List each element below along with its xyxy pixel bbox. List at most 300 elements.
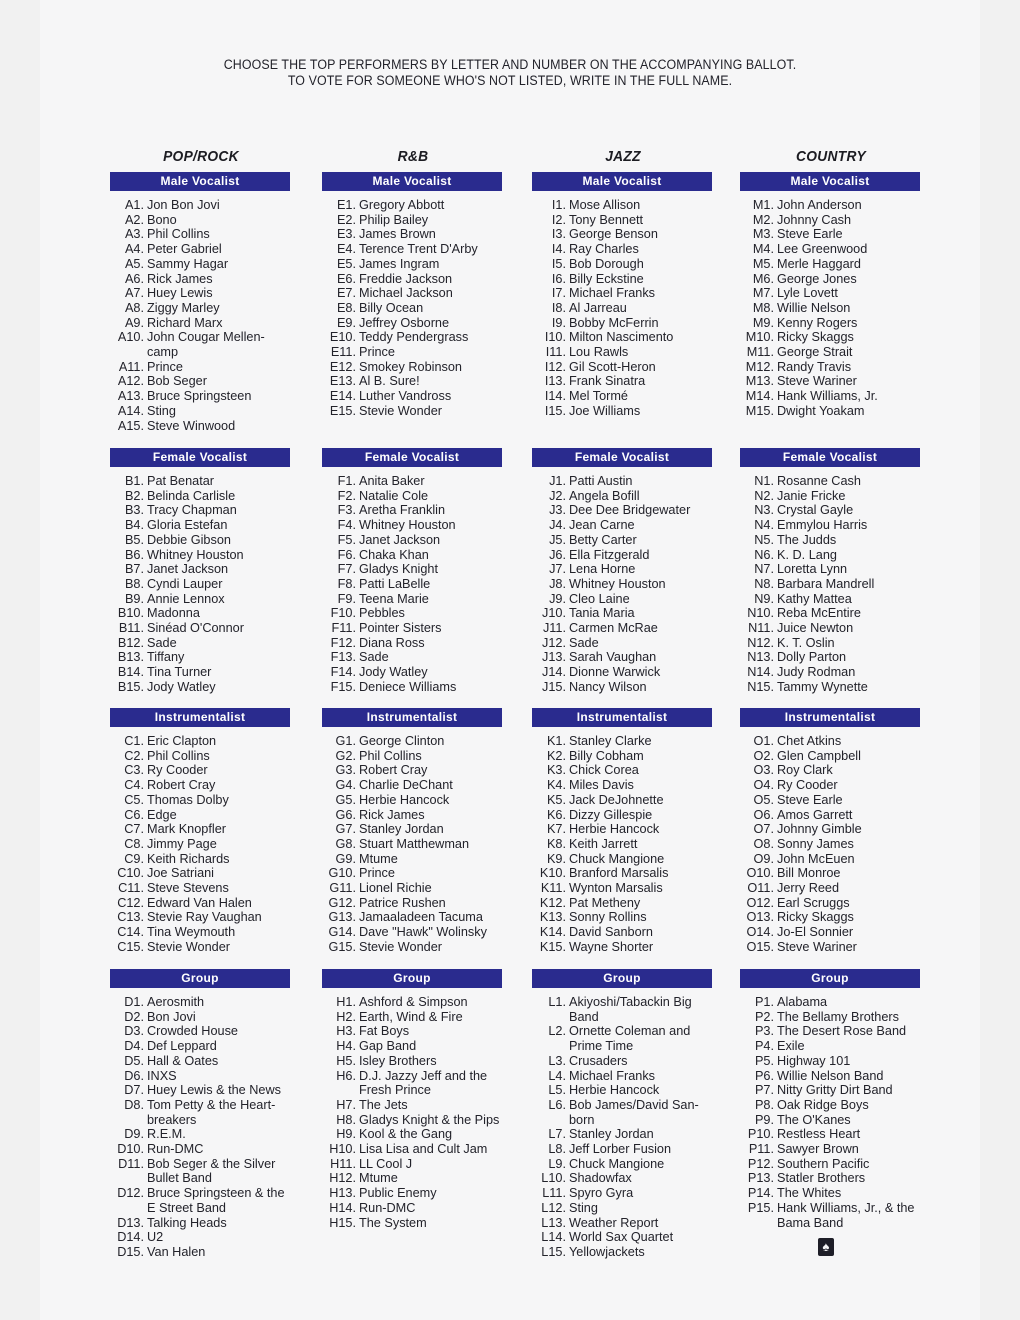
nominee-name: Steve Wariner xyxy=(777,939,857,954)
nominee-entry xyxy=(110,419,292,434)
nominee-code: O6. xyxy=(753,807,774,822)
nominee-name: Herbie Hancock xyxy=(569,822,660,837)
nominee-name: Janie Fricke xyxy=(777,488,846,503)
section-group xyxy=(740,969,922,1230)
nominee-code: F6. xyxy=(337,547,356,562)
nominee-name: K. D. Lang xyxy=(777,547,837,562)
nominee-name: Ry Cooder xyxy=(777,778,838,793)
nominee-code: K10. xyxy=(539,866,566,881)
nominee-name: Dolly Parton xyxy=(777,650,847,665)
nominee-code: P12. xyxy=(747,1156,774,1171)
nominee-entry xyxy=(110,213,292,228)
nominee-entry xyxy=(740,808,922,823)
nominee-code: O10. xyxy=(746,866,774,881)
nominee-code: G3. xyxy=(335,763,356,778)
nominee-entry xyxy=(532,925,714,940)
nominee-entry xyxy=(110,548,292,563)
nominee-code: P15. xyxy=(747,1200,774,1215)
nominee-entry xyxy=(532,503,714,518)
nominee-code: L11. xyxy=(542,1186,566,1201)
nominee-code: A4. xyxy=(124,242,144,257)
nominee-code: M6. xyxy=(752,271,774,286)
nominee-code: N13. xyxy=(747,650,774,665)
nominee-entry xyxy=(110,286,292,301)
nominee-entry xyxy=(110,198,292,213)
section-male-vocalist xyxy=(532,172,714,419)
nominee-name: Dee Dee Bridgewater xyxy=(569,503,691,518)
nominee-entry xyxy=(532,808,714,823)
nominee-entry xyxy=(322,1010,504,1025)
nominee-code: D9. xyxy=(124,1127,144,1142)
nominee-list xyxy=(322,474,504,695)
nominee-name: George Benson xyxy=(569,227,658,242)
section-header: Group xyxy=(740,969,920,988)
nominee-code: A11. xyxy=(118,359,144,374)
nominee-name: Sammy Hagar xyxy=(147,256,229,271)
nominee-code: C11. xyxy=(118,881,144,896)
nominee-entry xyxy=(532,680,714,695)
nominee-name: Gladys Knight xyxy=(359,562,438,577)
nominee-entry xyxy=(110,474,292,489)
nominee-entry xyxy=(110,763,292,778)
nominee-list xyxy=(740,474,922,695)
nominee-name: Angela Bofill xyxy=(569,488,640,503)
nominee-code: P3. xyxy=(754,1024,774,1039)
nominee-code: I10. xyxy=(544,330,566,345)
nominee-name: Stevie Wonder xyxy=(359,939,442,954)
nominee-code: A9. xyxy=(124,315,144,330)
nominee-entry xyxy=(740,1054,922,1069)
nominee-code: J5. xyxy=(549,532,566,547)
nominee-code: B8. xyxy=(124,576,144,591)
nominee-name: Robert Cray xyxy=(359,763,428,778)
nominee-entry xyxy=(110,503,292,518)
nominee-entry xyxy=(740,778,922,793)
nominee-code: K1. xyxy=(546,734,566,748)
nominee-entry xyxy=(322,548,504,563)
nominee-name: George Clinton xyxy=(359,734,445,748)
nominee-name: Crowded House xyxy=(147,1024,238,1039)
nominee-name: Sade xyxy=(359,650,389,665)
nominee-entry xyxy=(322,242,504,257)
nominee-entry xyxy=(532,213,714,228)
nominee-name: Emmylou Harris xyxy=(777,518,868,533)
nominee-name: Jamaaladeen Tacuma xyxy=(359,910,483,925)
nominee-name: Belinda Carlisle xyxy=(147,488,236,503)
nominee-code: C2. xyxy=(124,748,144,763)
column-jazz xyxy=(532,146,714,1259)
nominee-name: Earl Scruggs xyxy=(777,895,850,910)
nominee-code: O5. xyxy=(753,792,774,807)
nominee-entry xyxy=(322,995,504,1010)
nominee-name: Fat Boys xyxy=(359,1024,410,1039)
nominee-name: Dwight Yoakam xyxy=(777,403,865,418)
nominee-entry xyxy=(322,763,504,778)
nominee-list xyxy=(532,198,714,419)
nominee-name: Herbie Hancock xyxy=(359,792,450,807)
nominee-code: A2. xyxy=(124,212,144,227)
nominee-list xyxy=(532,474,714,695)
nominee-name: Crusaders xyxy=(569,1053,628,1068)
nominee-name: Oak Ridge Boys xyxy=(777,1097,869,1112)
nominee-entry xyxy=(740,763,922,778)
nominee-name: Steve Earle xyxy=(777,227,843,242)
nominee-code: B14. xyxy=(117,665,144,680)
nominee-code: E3. xyxy=(336,227,356,242)
nominee-entry xyxy=(322,621,504,636)
section-group xyxy=(110,969,292,1260)
nominee-entry xyxy=(740,896,922,911)
nominee-code: H4. xyxy=(336,1039,356,1054)
nominee-entry xyxy=(532,345,714,360)
nominee-name: Randy Travis xyxy=(777,359,852,374)
nominee-name: Tracy Chapman xyxy=(147,503,237,518)
nominee-name: Jody Watley xyxy=(359,665,428,680)
nominee-entry xyxy=(532,227,714,242)
nominee-name: Gregory Abbott xyxy=(359,198,445,212)
nominee-code: L6. xyxy=(548,1097,566,1112)
nominee-code: E4. xyxy=(336,242,356,257)
nominee-name: Rosanne Cash xyxy=(777,474,861,488)
nominee-entry xyxy=(532,852,714,867)
nominee-code: O8. xyxy=(753,836,774,851)
nominee-name: Tina Weymouth xyxy=(147,925,236,940)
nominee-code: M2. xyxy=(752,212,774,227)
nominee-name: Lena Horne xyxy=(569,562,636,577)
nominee-code: N9. xyxy=(754,591,774,606)
nominee-name: Smokey Robinson xyxy=(359,359,462,374)
nominee-name: Bill Monroe xyxy=(777,866,841,881)
nominee-entry xyxy=(322,1216,504,1231)
nominee-entry xyxy=(322,1039,504,1054)
nominee-name: Al Jarreau xyxy=(569,300,627,315)
nominee-name: Nitty Gritty Dirt Band xyxy=(777,1083,893,1098)
nominee-list xyxy=(740,995,922,1230)
nominee-name: Natalie Cole xyxy=(359,488,429,503)
nominee-name: Lionel Richie xyxy=(359,881,432,896)
nominee-name: Stanley Jordan xyxy=(359,822,444,837)
nominee-name: Restless Heart xyxy=(777,1127,861,1142)
nominee-entry xyxy=(740,577,922,592)
nominee-name: The Bellamy Brothers xyxy=(777,1009,899,1024)
nominee-name: John Cougar Mellen-camp xyxy=(147,330,265,360)
nominee-name: Merle Haggard xyxy=(777,256,861,271)
nominee-entry xyxy=(110,360,292,375)
nominee-code: J10. xyxy=(542,606,566,621)
section-header: Female Vocalist xyxy=(740,448,920,467)
nominee-entry xyxy=(532,489,714,504)
nominee-entry xyxy=(110,808,292,823)
nominee-name: Tania Maria xyxy=(569,606,635,621)
nominee-name: Yellowjackets xyxy=(569,1244,645,1259)
nominee-code: L9. xyxy=(548,1156,566,1171)
nominee-entry xyxy=(322,213,504,228)
nominee-code: A5. xyxy=(124,256,144,271)
nominee-code: M5. xyxy=(752,256,774,271)
nominee-entry xyxy=(740,198,922,213)
nominee-entry xyxy=(740,330,922,345)
nominee-entry xyxy=(110,822,292,837)
nominee-name: Prince xyxy=(147,359,183,374)
nominee-code: J3. xyxy=(549,503,566,518)
nominee-entry xyxy=(322,404,504,419)
nominee-entry xyxy=(110,1216,292,1231)
nominee-code: C1. xyxy=(124,734,144,748)
nominee-name: Gladys Knight & the Pips xyxy=(359,1112,500,1127)
nominee-entry xyxy=(740,489,922,504)
nominee-code: F14. xyxy=(330,665,356,680)
nominee-entry xyxy=(740,621,922,636)
nominee-entry xyxy=(532,1127,714,1142)
nominee-code: L12. xyxy=(541,1200,566,1215)
nominee-entry xyxy=(740,533,922,548)
nominee-name: Bono xyxy=(147,212,177,227)
nominee-entry xyxy=(740,734,922,749)
nominee-name: Keith Jarrett xyxy=(569,836,638,851)
nominee-entry xyxy=(322,734,504,749)
nominee-entry xyxy=(110,330,292,359)
nominee-entry xyxy=(740,389,922,404)
nominee-entry xyxy=(110,404,292,419)
nominee-entry xyxy=(322,562,504,577)
nominee-code: C9. xyxy=(124,851,144,866)
nominee-entry xyxy=(740,995,922,1010)
section-header: Group xyxy=(322,969,502,988)
nominee-code: F11. xyxy=(331,621,356,636)
nominee-entry xyxy=(532,286,714,301)
nominee-code: D12. xyxy=(117,1186,144,1201)
nominee-list xyxy=(322,995,504,1230)
nominee-name: Steve Wariner xyxy=(777,374,857,389)
nominee-name: Ricky Skaggs xyxy=(777,910,854,925)
nominee-name: Michael Jackson xyxy=(359,286,453,301)
nominee-entry xyxy=(110,257,292,272)
nominee-name: Steve Stevens xyxy=(147,881,229,896)
nominee-entry xyxy=(110,592,292,607)
nominee-code: B5. xyxy=(124,532,144,547)
nominee-code: D5. xyxy=(124,1053,144,1068)
nominee-entry xyxy=(532,621,714,636)
nominee-code: D1. xyxy=(124,995,144,1009)
nominee-code: C3. xyxy=(124,763,144,778)
nominee-code: I15. xyxy=(544,403,566,418)
nominee-name: Lee Greenwood xyxy=(777,242,868,257)
nominee-entry xyxy=(740,272,922,287)
nominee-entry xyxy=(532,330,714,345)
nominee-name: Sting xyxy=(569,1200,598,1215)
nominee-name: Public Enemy xyxy=(359,1186,437,1201)
nominee-name: Jack DeJohnette xyxy=(569,792,664,807)
nominee-code: O12. xyxy=(746,895,774,910)
section-group xyxy=(532,969,714,1260)
nominee-code: K9. xyxy=(546,851,566,866)
nominee-code: M9. xyxy=(752,315,774,330)
nominee-entry xyxy=(322,374,504,389)
nominee-list xyxy=(740,734,922,955)
nominee-name: Dave "Hawk" Wolinsky xyxy=(359,925,487,940)
nominee-entry xyxy=(322,778,504,793)
nominee-code: O2. xyxy=(753,748,774,763)
nominee-name: Tony Bennett xyxy=(569,212,644,227)
nominee-name: Aretha Franklin xyxy=(359,503,446,518)
nominee-code: B6. xyxy=(124,547,144,562)
nominee-code: C15. xyxy=(117,939,144,954)
nominee-entry xyxy=(532,198,714,213)
nominee-code: B9. xyxy=(124,591,144,606)
nominee-code: J9. xyxy=(549,591,566,606)
nominee-name: Deniece Williams xyxy=(359,679,457,694)
nominee-name: Debbie Gibson xyxy=(147,532,231,547)
nominee-name: Chuck Mangione xyxy=(569,1156,665,1171)
nominee-code: O15. xyxy=(746,939,774,954)
nominee-name: Sade xyxy=(569,635,599,650)
nominee-name: Diana Ross xyxy=(359,635,425,650)
nominee-code: G7. xyxy=(335,822,356,837)
section-header: Instrumentalist xyxy=(740,708,920,727)
section-instrumentalist xyxy=(532,708,714,955)
nominee-code: K8. xyxy=(546,836,566,851)
nominee-name: Pointer Sisters xyxy=(359,621,442,636)
nominee-entry xyxy=(322,680,504,695)
nominee-code: F13. xyxy=(330,650,356,665)
nominee-code: B15. xyxy=(117,679,144,694)
nominee-code: J7. xyxy=(549,562,566,577)
nominee-entry xyxy=(322,1054,504,1069)
nominee-code: F12. xyxy=(330,635,356,650)
nominee-code: A13. xyxy=(117,389,144,404)
nominee-name: Willie Nelson xyxy=(777,300,851,315)
nominee-name: Nancy Wilson xyxy=(569,679,647,694)
nominee-code: J1. xyxy=(549,474,566,488)
nominee-name: Run-DMC xyxy=(359,1200,416,1215)
nominee-code: K3. xyxy=(546,763,566,778)
nominee-name: Betty Carter xyxy=(569,532,637,547)
nominee-name: The Desert Rose Band xyxy=(777,1024,907,1039)
nominee-name: Mel Tormé xyxy=(569,389,628,404)
nominee-code: B13. xyxy=(117,650,144,665)
bunny-logo-icon: ♠ xyxy=(818,1238,834,1256)
nominee-code: G1. xyxy=(335,734,356,748)
nominee-entry xyxy=(740,925,922,940)
nominee-name: Pebbles xyxy=(359,606,405,621)
nominee-name: Patti Austin xyxy=(569,474,633,488)
nominee-list xyxy=(110,474,292,695)
nominee-entry xyxy=(322,330,504,345)
nominee-entry xyxy=(322,1171,504,1186)
nominee-name: Terence Trent D'Arby xyxy=(359,242,478,257)
nominee-entry xyxy=(110,1245,292,1260)
section-header: Instrumentalist xyxy=(322,708,502,727)
nominee-name: Sarah Vaughan xyxy=(569,650,657,665)
nominee-entry xyxy=(532,404,714,419)
nominee-entry xyxy=(740,1157,922,1172)
nominee-entry xyxy=(532,301,714,316)
nominee-code: O4. xyxy=(753,778,774,793)
nominee-name: Lou Rawls xyxy=(569,345,629,360)
nominee-name: Ricky Skaggs xyxy=(777,330,854,345)
nominee-code: K12. xyxy=(539,895,566,910)
nominee-entry xyxy=(740,592,922,607)
nominee-name: Judy Rodman xyxy=(777,665,856,680)
nominee-code: H3. xyxy=(336,1024,356,1039)
nominee-code: G15. xyxy=(328,939,356,954)
nominee-code: A14. xyxy=(117,403,144,418)
nominee-name: Phil Collins xyxy=(147,227,210,242)
nominee-code: L14. xyxy=(541,1230,566,1245)
nominee-entry xyxy=(110,1069,292,1084)
nominee-name: Peter Gabriel xyxy=(147,242,222,257)
nominee-code: P8. xyxy=(754,1097,774,1112)
nominee-entry xyxy=(740,213,922,228)
nominee-name: Joe Williams xyxy=(569,403,641,418)
nominee-list xyxy=(110,198,292,433)
nominee-code: B10. xyxy=(117,606,144,621)
nominee-name: Bob Dorough xyxy=(569,256,644,271)
nominee-entry xyxy=(740,881,922,896)
nominee-name: Milton Nascimento xyxy=(569,330,674,345)
nominee-name: Ornette Coleman and Prime Time xyxy=(569,1024,691,1054)
nominee-entry xyxy=(532,518,714,533)
nominee-code: G9. xyxy=(335,851,356,866)
nominee-entry xyxy=(532,763,714,778)
nominee-entry xyxy=(532,866,714,881)
nominee-code: I6. xyxy=(551,271,566,286)
nominee-code: D13. xyxy=(117,1215,144,1230)
nominee-code: A12. xyxy=(117,374,144,389)
section-female-vocalist xyxy=(532,448,714,695)
nominee-code: N6. xyxy=(754,547,774,562)
nominee-code: O3. xyxy=(753,763,774,778)
nominee-name: Whitney Houston xyxy=(569,576,666,591)
nominee-name: Ella Fitzgerald xyxy=(569,547,650,562)
nominee-code: G2. xyxy=(335,748,356,763)
nominee-entry xyxy=(532,1186,714,1201)
nominee-entry xyxy=(110,518,292,533)
nominee-name: Janet Jackson xyxy=(147,562,229,577)
nominee-entry xyxy=(740,1142,922,1157)
nominee-code: J8. xyxy=(549,576,566,591)
nominee-name: Wayne Shorter xyxy=(569,939,654,954)
nominee-code: P1. xyxy=(754,995,774,1009)
nominee-entry xyxy=(322,1142,504,1157)
nominee-name: Mose Allison xyxy=(569,198,641,212)
nominee-entry xyxy=(532,896,714,911)
nominee-entry xyxy=(532,1245,714,1260)
nominee-name: Bobby McFerrin xyxy=(569,315,659,330)
nominee-name: Billy Cobham xyxy=(569,748,644,763)
nominee-name: Janet Jackson xyxy=(359,532,441,547)
nominee-code: A15. xyxy=(117,418,144,433)
nominee-code: D3. xyxy=(124,1024,144,1039)
nominee-name: Bob Seger & the Silver Bullet Band xyxy=(147,1156,276,1186)
nominee-name: Whitney Houston xyxy=(359,518,456,533)
nominee-entry xyxy=(740,852,922,867)
nominee-name: Kool & the Gang xyxy=(359,1127,453,1142)
nominee-entry xyxy=(532,1171,714,1186)
nominee-name: Spyro Gyra xyxy=(569,1186,634,1201)
nominee-code: H10. xyxy=(329,1142,356,1157)
nominee-code: A8. xyxy=(124,300,144,315)
nominee-entry xyxy=(322,301,504,316)
nominee-code: O13. xyxy=(746,910,774,925)
nominee-name: The Jets xyxy=(359,1097,408,1112)
nominee-name: John Anderson xyxy=(777,198,862,212)
nominee-name: Jeffrey Osborne xyxy=(359,315,450,330)
nominee-code: D14. xyxy=(117,1230,144,1245)
nominee-entry xyxy=(322,1201,504,1216)
nominee-code: I5. xyxy=(551,256,566,271)
nominee-name: Cyndi Lauper xyxy=(147,576,223,591)
